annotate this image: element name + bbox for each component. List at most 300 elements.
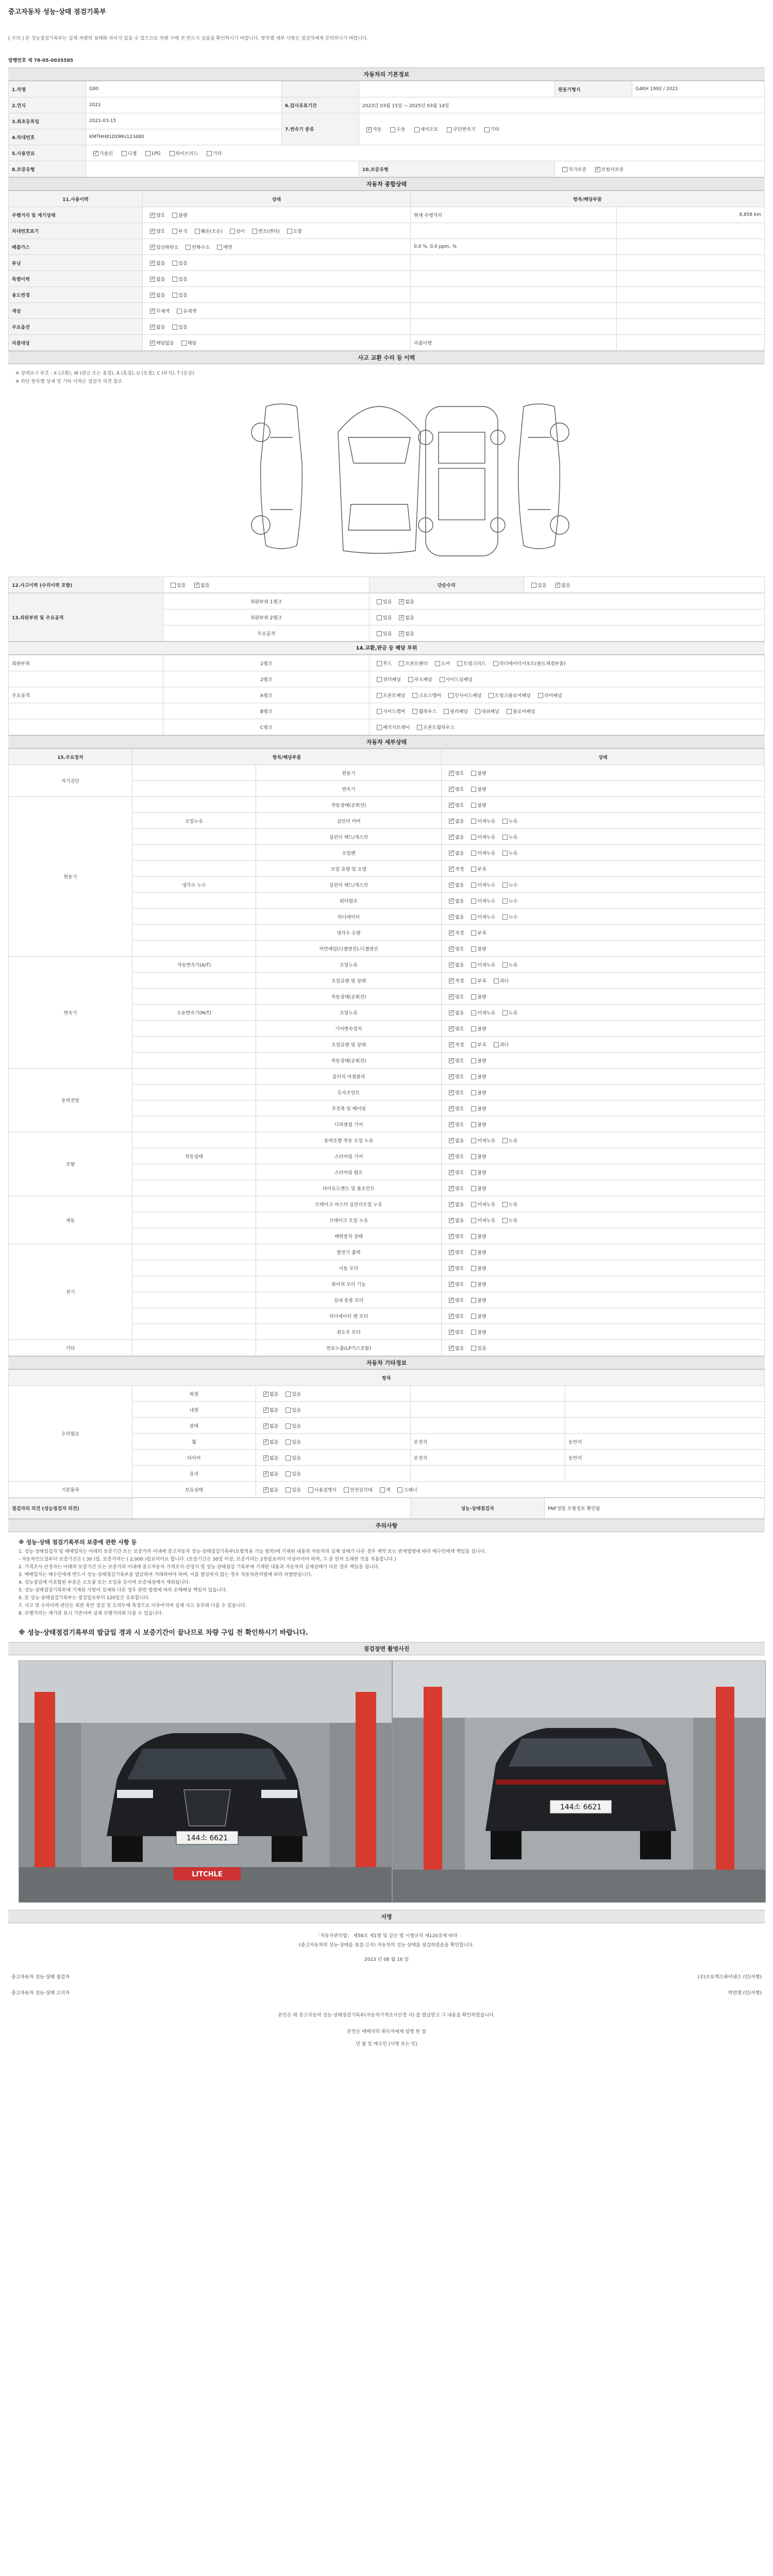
checkbox-repair-yes[interactable] [531,583,536,588]
price-checker-label: 중고자동차 성능·상태 고지자 [11,1991,70,1996]
detail-item: 클러치 어셈블리 [256,1069,442,1084]
detail-2-1-checkbox-0[interactable] [449,978,454,984]
label-first-registration: 3.최초등록일 [9,113,86,129]
car-outline-svg [8,391,765,561]
detail-item: 발전기 출력 [256,1244,442,1260]
extra-label: 타이어 [132,1450,256,1466]
detail-sub [132,893,256,909]
overall-row-note: 리콜이행 [411,335,617,351]
overall-row-label: 리콜대상 [9,335,143,351]
exchange-0-checkbox-3[interactable] [457,661,462,666]
overall-row-extra [617,287,765,303]
caution-line: 7. 사고 및 수리이력 판단은 외관 육안 점검 및 도막두께 측정으로 이루어지며 실제 사고 유무와 다를 수 있습니다. [19,1603,247,1608]
detail-7-0-checkbox-1[interactable] [471,1346,476,1351]
detail-3-3-checkbox-1[interactable] [471,1122,476,1127]
detail-options: ✓ 양호 불량 [442,1308,765,1324]
detail-1-2-checkbox-0[interactable] [449,835,454,840]
exchange-2-checkbox-0[interactable] [377,693,382,698]
detail-sub [132,1228,256,1244]
detail-1-8-checkbox-1[interactable] [471,930,476,936]
overall-row [9,271,765,287]
overall-row-note [411,319,617,335]
overall-1-checkbox-5[interactable] [287,229,292,234]
detail-0-0-checkbox-0[interactable] [449,771,454,776]
overall-row-label: 용도변경 [9,287,143,303]
notice-text: [ 주의 ] 본 성능점검기록부는 실제 차량의 상태와 차이가 있을 수 있으므로 차량 구매 전 반드시 실물을 확인하시기 바랍니다. 항목별 세부 사항은 점검자에게 문의하시기 바랍니다. [8,36,368,41]
detail-1-6-checkbox-2[interactable] [502,899,508,904]
exchange-1-checkbox-1[interactable] [408,677,413,682]
overall-1-checkbox-3[interactable] [230,229,235,234]
checkbox-fuel-other[interactable] [207,151,212,156]
detail-6-5-checkbox-0[interactable] [449,1330,454,1335]
detail-4-0-checkbox-2[interactable] [502,1138,508,1143]
detail-2-0-checkbox-0[interactable] [449,962,454,968]
detail-item: 추진축 및 베어링 [256,1100,442,1116]
overall-row-note: 현재 주행거리 [411,207,617,223]
overall-row-extra [617,255,765,271]
checkbox-gasoline[interactable] [93,151,98,156]
exchange-group [9,703,163,719]
outer-0-checkbox-1[interactable] [399,599,404,604]
overall-row [9,335,765,351]
exchange-0-checkbox-0[interactable] [377,661,382,666]
exchange-4-checkbox-0[interactable] [377,725,382,730]
outer-0-checkbox-0[interactable] [377,599,382,604]
overall-row-extra [617,271,765,287]
detail-options: ✓ 없음 있음 [442,1340,765,1356]
extra-a: 운전석 [411,1434,565,1450]
basic-checkbox-1[interactable] [285,1487,291,1493]
overall-2-checkbox-2[interactable] [217,245,222,250]
detail-options: ✓ 없음 미세누유 누유 [442,813,765,829]
detail-group: 전기 [9,1244,132,1340]
section-caution: 주의사항 [8,1519,765,1532]
detail-1-6-checkbox-0[interactable] [449,899,454,904]
overall-1-checkbox-2[interactable] [195,229,200,234]
checkbox-lpg[interactable] [145,151,150,156]
overall-8-checkbox-1[interactable] [181,341,187,346]
detail-item: 오일유량 및 상태 [256,1037,442,1053]
exchange-1-checkbox-2[interactable] [440,677,445,682]
detail-6-3-checkbox-1[interactable] [471,1298,476,1303]
detail-sub [132,1340,256,1356]
detail-2-6-checkbox-1[interactable] [471,1058,476,1063]
checkbox-diesel[interactable] [122,151,127,156]
detail-sub [132,1037,256,1053]
detail-options: ✓ 양호 불량 [442,1244,765,1260]
extra-b [565,1418,765,1434]
value-engine-type: G4KH 1992 / 2021 [632,81,765,97]
outer-2-checkbox-0[interactable] [377,631,382,636]
extra-a [411,1466,565,1482]
extra-0-checkbox-0[interactable] [263,1392,268,1397]
checkbox-hybrid[interactable] [170,151,175,156]
extra-b [565,1402,765,1418]
detail-6-3-checkbox-0[interactable] [449,1298,454,1303]
detail-1-7-checkbox-1[interactable] [471,914,476,920]
extra-1-checkbox-1[interactable] [285,1408,291,1413]
detail-6-0-checkbox-1[interactable] [471,1250,476,1255]
detail-1-4-checkbox-1[interactable] [471,867,476,872]
detail-6-4-checkbox-1[interactable] [471,1314,476,1319]
detail-item: 작동상태(공회전) [256,1053,442,1069]
detail-0-1-checkbox-1[interactable] [471,787,476,792]
buyer-sign[interactable]: (서명 또는 인) [388,2042,417,2047]
detail-2-5-checkbox-1[interactable] [471,1042,476,1047]
detail-1-6-checkbox-1[interactable] [471,899,476,904]
detail-0-1-checkbox-0[interactable] [449,787,454,792]
overall-0-checkbox-0[interactable] [150,213,155,218]
overall-row [9,319,765,335]
detail-1-4-checkbox-0[interactable] [449,867,454,872]
overall-6-checkbox-1[interactable] [177,309,182,314]
detail-1-7-checkbox-0[interactable] [449,914,454,920]
detail-2-3-checkbox-2[interactable] [502,1010,508,1015]
detail-4-3-checkbox-0[interactable] [449,1186,454,1191]
detail-3-0-checkbox-0[interactable] [449,1074,454,1079]
overall-7-checkbox-0[interactable] [150,325,155,330]
basic-item-checkbox-3[interactable] [397,1487,402,1493]
caution-line: 2. 가격조사·산정자는 아래의 보증기간 또는 보증거리 이내에 중고자동차 가격조사·산정서 및 성능·상태점검 기록부에 기재된 내용과 자동차의 실제상태가 다른 경우 책임을 집니다. [19,1565,380,1570]
checkbox-accident-yes[interactable] [171,583,176,588]
detail-sub [132,1053,256,1069]
detail-sub [132,989,256,1005]
detail-6-0-checkbox-0[interactable] [449,1250,454,1255]
exchange-group [9,719,163,735]
basic-item-checkbox-0[interactable] [308,1487,313,1493]
detail-1-3-checkbox-2[interactable] [502,851,508,856]
overall-1-checkbox-0[interactable] [150,229,155,234]
exchange-2-checkbox-1[interactable] [412,693,417,698]
caution-line: 4. 성능점검에 미포함된 부분은 소모품 또는 오일류 등이며 보증대상에서 제외됩니다. [19,1580,190,1585]
detail-options: ✓ 양호 불량 [442,1292,765,1308]
exchange-3-checkbox-3[interactable] [475,709,480,714]
detail-col-state: 상태 [442,749,765,765]
overall-col-state: 상태 [143,191,411,207]
detail-6-4-checkbox-0[interactable] [449,1314,454,1319]
detail-sub [132,1308,256,1324]
exchange-3-checkbox-0[interactable] [377,709,382,714]
basic-item-checkbox-1[interactable] [344,1487,349,1493]
overall-1-checkbox-1[interactable] [172,229,177,234]
section-detail: 자동차 세부상태 [8,735,765,749]
detail-1-1-checkbox-1[interactable] [471,819,476,824]
detail-group: 제동 [9,1196,132,1244]
detail-2-6-checkbox-0[interactable] [449,1058,454,1063]
detail-2-3-checkbox-0[interactable] [449,1010,454,1015]
document-number: 발행번호 제 78-05-0035585 [8,58,74,63]
extra-5-checkbox-0[interactable] [263,1471,268,1477]
detail-sub [132,1164,256,1180]
detail-1-0-checkbox-0[interactable] [449,803,454,808]
detail-1-2-checkbox-1[interactable] [471,835,476,840]
outer-1-checkbox-1[interactable] [399,615,404,620]
detail-6-2-checkbox-0[interactable] [449,1282,454,1287]
detail-2-0-checkbox-1[interactable] [471,962,476,968]
overall-row [9,223,765,239]
exchange-rank: A랭크 [163,687,369,703]
section-photos: 점검장면 촬영사진 [8,1642,765,1655]
detail-7-0-checkbox-0[interactable] [449,1346,454,1351]
exchange-0-checkbox-2[interactable] [435,661,440,666]
detail-options: ✓ 없음 미세누유 누유 [442,1196,765,1212]
checkbox-auto[interactable] [366,127,372,132]
detail-1-3-checkbox-1[interactable] [471,851,476,856]
detail-1-3-checkbox-0[interactable] [449,851,454,856]
detail-3-2-checkbox-1[interactable] [471,1106,476,1111]
detail-sub [132,1084,256,1100]
detail-1-9-checkbox-1[interactable] [471,946,476,952]
detail-1-2-checkbox-2[interactable] [502,835,508,840]
outer-row-label: 외판부위 1랭크 [163,594,369,609]
extra-4-checkbox-0[interactable] [263,1455,268,1461]
extra-options: ✓ 없음 있음 [256,1402,411,1418]
detail-item: 변속기 [256,781,442,797]
exchange-items: 후드 프론트펜더 도어 트렁크리드 라디에이터서포트(볼트체결부품) [369,655,765,671]
extra-1-checkbox-0[interactable] [263,1408,268,1413]
detail-options: ✓ 양호 불량 [442,765,765,781]
checkbox-self-warranty[interactable] [562,167,567,172]
detail-item: 커먼레일(디젤엔진)-디젤엔진 [256,941,442,957]
buyer-confirm: 본인은 위 중고자동차 성능·상태점검기록부(자동차가격조사산정 서) 를 발급받고 그 내용을 확인하였습니다. 본인은 매매자의 취득자에게 설명 한 점 년 월 일 매수인 (서명 또는 인) [278,2013,495,2047]
extra-4-checkbox-1[interactable] [285,1455,291,1461]
section-basic-info: 자동차의 기본정보 [8,67,765,81]
detail-options: ✓ 적정 부족 과다 [442,1037,765,1053]
exchange-0-checkbox-1[interactable] [399,661,404,666]
overall-7-checkbox-1[interactable] [172,325,177,330]
detail-item: 스티어링 기어 [256,1148,442,1164]
detail-5-0-checkbox-1[interactable] [471,1202,476,1207]
detail-4-2-checkbox-1[interactable] [471,1170,476,1175]
detail-item: 동력조향 작동 오일 누유 [256,1132,442,1148]
exchange-3-checkbox-1[interactable] [412,709,417,714]
overall-8-checkbox-0[interactable] [150,341,155,346]
section-signature: 서명 [8,1910,765,1923]
extra-3-checkbox-1[interactable] [285,1439,291,1445]
detail-4-3-checkbox-1[interactable] [471,1186,476,1191]
detail-2-4-checkbox-1[interactable] [471,1026,476,1031]
detail-2-4-checkbox-0[interactable] [449,1026,454,1031]
basic-items: ✓ 없음 있음 사용설명서 안전삼각대 잭 스패너 [256,1482,765,1498]
checkbox-accident-no[interactable] [194,583,199,588]
detail-item: 실내 송풍 모터 [256,1292,442,1308]
overall-0-checkbox-1[interactable] [172,213,177,218]
extra-b [565,1386,765,1402]
detail-1-5-checkbox-0[interactable] [449,883,454,888]
detail-3-3-checkbox-0[interactable] [449,1122,454,1127]
detail-sub [132,765,256,781]
exchange-0-checkbox-4[interactable] [493,661,498,666]
detail-item: 오일누유 [256,1005,442,1021]
detail-5-1-checkbox-0[interactable] [449,1218,454,1223]
detail-options: ✓ 없음 미세누유 누유 [442,957,765,973]
detail-options: ✓ 없음 미세누수 누수 [442,893,765,909]
detail-item: 배력장치 상태 [256,1228,442,1244]
outer-1-checkbox-0[interactable] [377,615,382,620]
detail-sub [132,1132,256,1148]
overall-row-extra [617,319,765,335]
detail-2-3-checkbox-1[interactable] [471,1010,476,1015]
extra-options: ✓ 없음 있음 [256,1418,411,1434]
basic-item-checkbox-2[interactable] [380,1487,385,1493]
overall-3-checkbox-0[interactable] [150,261,155,266]
overall-row [9,207,765,223]
extra-options: ✓ 없음 있음 [256,1450,411,1466]
detail-5-2-checkbox-1[interactable] [471,1234,476,1239]
exchange-items: 사이드멤버 휠하우스 필러패널 대쉬패널 플로어패널 [369,703,765,719]
detail-1-0-checkbox-1[interactable] [471,803,476,808]
label-warranty-type: 10.보증유형 [359,161,555,177]
exchange-1-checkbox-0[interactable] [377,677,382,682]
exchange-2-checkbox-4[interactable] [538,693,543,698]
exchange-3-checkbox-4[interactable] [507,709,512,714]
overall-row [9,303,765,319]
detail-options: ✓ 양호 불량 [442,1180,765,1196]
detail-2-2-checkbox-0[interactable] [449,994,454,999]
overall-row-extra [617,303,765,319]
detail-2-0-checkbox-2[interactable] [502,962,508,968]
detail-5-1-checkbox-1[interactable] [471,1218,476,1223]
rear-plate-text: 144소 6621 [560,1803,602,1811]
overall-5-checkbox-1[interactable] [172,293,177,298]
detail-0-0-checkbox-1[interactable] [471,771,476,776]
inspector-name[interactable]: (주)오토맥스파이낸스 (인/서명) [697,1975,762,1980]
caution-line: 1. 성능·상태점검자 및 매매업자는 아래의 보증기간 또는 보증거리 이내에 중고자동차 성능·상태점검기록부(보험적용 가능 항목)에 기재된 내용과 자동차의 실제 상태가 다른 경우 계약 또는 관계법령에 따라 매수인에게 책임을 집니다. [19,1549,486,1554]
overall-row-note [411,223,617,239]
detail-options: ✓ 양호 불량 [442,1084,765,1100]
outer-row-options: 있음✓ 없음 [369,625,765,641]
overall-row-options: ✓ 없음 있음 [143,255,411,271]
detail-sub [132,973,256,989]
detail-4-1-checkbox-1[interactable] [471,1154,476,1159]
overall-4-checkbox-1[interactable] [172,277,177,282]
exchange-items: 패키지트레이 프론트휠하우스 [369,719,765,735]
extra-3-checkbox-0[interactable] [263,1439,268,1445]
detail-4-0-checkbox-0[interactable] [449,1138,454,1143]
detail-4-2-checkbox-0[interactable] [449,1170,454,1175]
caution-line: 8. 주행거리는 계기판 표시 기준이며 실제 주행거리와 다를 수 있습니다. [19,1611,163,1616]
exchange-3-checkbox-2[interactable] [444,709,449,714]
detail-sub [132,909,256,925]
detail-4-0-checkbox-1[interactable] [471,1138,476,1143]
detail-item: 오일누유 [256,957,442,973]
basic-checkbox-0[interactable] [263,1487,268,1493]
detail-3-2-checkbox-0[interactable] [449,1106,454,1111]
overall-1-checkbox-4[interactable] [252,229,257,234]
detail-2-1-checkbox-2[interactable] [494,978,499,984]
checkbox-insurance-warranty[interactable] [595,167,600,172]
checkbox-manual[interactable] [390,127,395,132]
outer-table [8,593,765,641]
detail-6-5-checkbox-1[interactable] [471,1330,476,1335]
overall-6-checkbox-0[interactable] [150,309,155,314]
detail-options: ✓ 없음 미세누유 누유 [442,1132,765,1148]
detail-item: 워터펌프 [256,893,442,909]
detail-6-2-checkbox-1[interactable] [471,1282,476,1287]
exchange-2-checkbox-2[interactable] [448,693,453,698]
detail-1-5-checkbox-2[interactable] [502,883,508,888]
detail-5-2-checkbox-0[interactable] [449,1234,454,1239]
detail-item: 브레이크 마스터 실린더오일 누유 [256,1196,442,1212]
label-warranty: 8.보증유형 [9,161,86,177]
overall-2-checkbox-0[interactable] [150,245,155,250]
overall-row-label: 주행거리 및 계기상태 [9,207,143,223]
detail-options: ✓ 양호 불량 [442,1148,765,1164]
detail-col-unit: 15.주요장치 [9,749,132,765]
extra-a [411,1386,565,1402]
detail-1-7-checkbox-2[interactable] [502,914,508,920]
detail-1-8-checkbox-0[interactable] [449,930,454,936]
detail-2-2-checkbox-1[interactable] [471,994,476,999]
extra-2-checkbox-0[interactable] [263,1423,268,1429]
detail-group: 기타 [9,1340,132,1356]
signature-table [8,1969,765,2001]
detail-options: ✓ 없음 미세누수 누수 [442,909,765,925]
overall-4-checkbox-0[interactable] [150,277,155,282]
detail-item: 작동상태(공회전) [256,989,442,1005]
detail-3-0-checkbox-1[interactable] [471,1074,476,1079]
checkbox-semi-auto[interactable] [414,127,419,132]
exchange-group [9,671,163,687]
detail-5-0-checkbox-0[interactable] [449,1202,454,1207]
detail-sub [132,781,256,797]
overall-row-extra [617,223,765,239]
detail-item: 오일팬 [256,845,442,861]
checkbox-transmission-other[interactable] [484,127,490,132]
overall-5-checkbox-0[interactable] [150,293,155,298]
car-rear-photo [393,1661,765,1902]
signature-block: 「자동차관리법」 제58조 제1항 및 같은 법 시행규칙 제120조에 따라 (중고자동차의 성능·상태를 점검·고지) 자동차의 성능·상태를 점검하였음을 확인합니다. 2023 년 08 월 16 일 [8,1923,765,1964]
detail-1-5-checkbox-1[interactable] [471,883,476,888]
checkbox-repair-no[interactable] [555,583,560,588]
extra-group: 수리필요 [9,1386,132,1482]
detail-2-5-checkbox-0[interactable] [449,1042,454,1047]
overall-2-checkbox-1[interactable] [186,245,191,250]
document-title: 중고자동차 성능·상태 점검기록부 [8,8,106,16]
overall-row-options: ✓ 없음 있음 [143,271,411,287]
detail-1-1-checkbox-2[interactable] [502,819,508,824]
exchange-2-checkbox-3[interactable] [489,693,494,698]
extra-2-checkbox-1[interactable] [285,1423,291,1429]
detail-1-1-checkbox-0[interactable] [449,819,454,824]
overall-3-checkbox-1[interactable] [172,261,177,266]
price-checker-name[interactable]: 박민영 (인/서명) [728,1991,762,1996]
overall-row-label: 차대번호표기 [9,223,143,239]
detail-5-1-checkbox-2[interactable] [502,1218,508,1223]
label-inspector-opinion: 점검자의 의견 (성능점검자 의견) [9,1498,132,1519]
detail-6-1-checkbox-1[interactable] [471,1266,476,1271]
detail-col-item: 항목/해당부품 [132,749,442,765]
detail-3-1-checkbox-0[interactable] [449,1090,454,1095]
detail-1-9-checkbox-0[interactable] [449,946,454,952]
extra-5-checkbox-1[interactable] [285,1471,291,1477]
overall-row-label: 색상 [9,303,143,319]
detail-2-1-checkbox-1[interactable] [471,978,476,984]
outer-2-checkbox-1[interactable] [399,631,404,636]
exchange-table [8,655,765,735]
extra-0-checkbox-1[interactable] [285,1392,291,1397]
exchange-4-checkbox-1[interactable] [417,725,422,730]
detail-5-0-checkbox-2[interactable] [502,1202,508,1207]
checkbox-cvt[interactable] [447,127,452,132]
detail-4-1-checkbox-0[interactable] [449,1154,454,1159]
detail-6-1-checkbox-0[interactable] [449,1266,454,1271]
opinion-table [8,1498,765,1519]
overall-row-extra [617,239,765,255]
detail-2-5-checkbox-2[interactable] [494,1042,499,1047]
detail-options: ✓ 양호 불량 [442,1021,765,1037]
detail-3-1-checkbox-1[interactable] [471,1090,476,1095]
